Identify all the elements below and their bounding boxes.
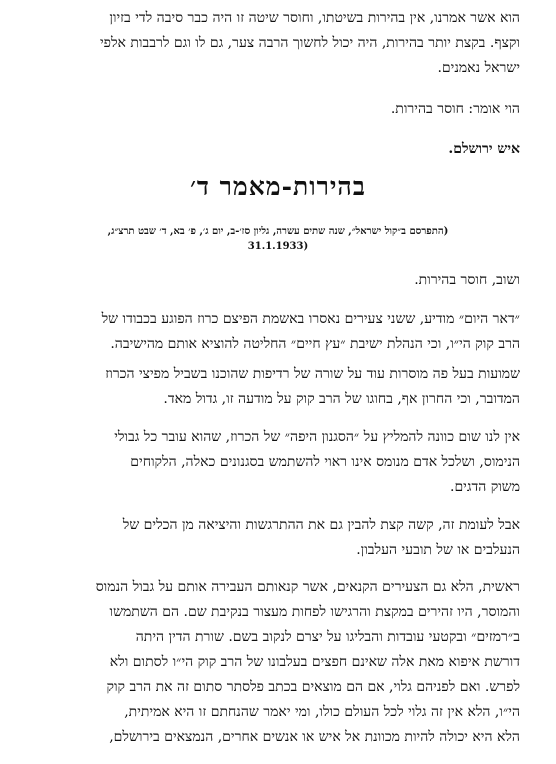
publication-note-line-2: (31.1.1933 bbox=[247, 241, 309, 252]
paragraph-6-line-6: הי״ו, הלא אין זה גלוי לכל העולם כולו, ומי יאמר שהנחתם זו היא אמיתית, bbox=[124, 704, 520, 720]
paragraph-5-line-2: הנעלבים או של תובעי העלבון. bbox=[356, 542, 520, 558]
paragraph-6-line-2: והמוסר, היו זהירים במקצת והרגישו לפחות מעצור בנקיבת שם. הם השתמשו bbox=[109, 604, 520, 620]
paragraph-6-line-1: ראשית, הלא גם הצעירים הקנאים, אשר קנאותם העבירה אותם על גבול הנמוס bbox=[95, 579, 520, 595]
hoy-omer-line: הוי אומר: חוסר בהירות. bbox=[390, 101, 520, 117]
paragraph-6-line-3: ב״רמזים״ ובקטעי עובדות והבליגו על יצרם לנקוב בשם. שורת הדין היתה bbox=[135, 629, 520, 645]
paragraph-3-line-1: שמועות בעל פה מוסרות עוד על שורה של רדיפות שהוכנו בשביל מפיצי הכרוז bbox=[105, 366, 520, 382]
paragraph-3-line-2: המדובר, וכי החרון אף, בחוגו של הרב קוק על מודעה זו, גדול מאד. bbox=[163, 391, 520, 407]
paragraph-6-line-4: דורשת איפוא מאת אלה שאינם חפצים בעלבונו של הרב קוק הי״ו לסתום ולא bbox=[109, 654, 520, 670]
paragraph-top-line-1: הוא אשר אמרנו, אין בהירות בשיטתו, וחוסר שיטה זו היה כבר סיבה לדי בזיון bbox=[109, 10, 520, 26]
paragraph-6-line-7: הלא היא יכולה להיות מכוונת אל איש או אנשים אחרים, הנמצאים בירושלם, bbox=[109, 729, 520, 745]
paragraph-top-line-2: וקצף. בקצת יותר בהירות, היה יכול לחשוך הרבה צער, גם לו וגם לרבבות אלפי bbox=[99, 35, 520, 51]
paragraph-2-line-2: הרב קוק הי״ו, וכי הנהלת ישיבת ״עץ חיים״ החליטה להוציא אותם מהישיבה. bbox=[110, 336, 520, 352]
paragraph-4-line-2: הנימוס, ושלכל אדם מנומס אינו ראוי להשתמש בסגנונים כאלה, הלקוחים bbox=[130, 454, 520, 470]
paragraph-1-line-1: ושוב, חוסר בהירות. bbox=[414, 272, 520, 288]
signature: איש ירושלם. bbox=[448, 141, 520, 157]
publication-note-line-1: (התפרסם ב״קול ישראל״, שנה שתים עשרה, גליון סז׳-ב, יום ג׳, פ׳ בא, ד׳ שבט תרצ״ג, bbox=[107, 226, 449, 237]
paragraph-2-line-1: ״דאר היום״ מודיע, ששני צעירים נאסרו באשמת הפיצם כרוז הפוגע בכבודו של bbox=[101, 311, 520, 327]
paragraph-4-line-1: אין לנו שום כוונה להמליץ על ״הסגנון היפה״ של הכרוז, שהוא עובר כל גבולי bbox=[114, 429, 520, 445]
article-title: בהירות-מאמר ד׳ bbox=[190, 172, 366, 201]
paragraph-6-line-5: לפרש. ואם לפניהם גלוי, אם הם מוצאים בכתב פלסתר סתום זה את הרב קוק bbox=[106, 679, 520, 695]
paragraph-5-line-1: אבל לעומת זה, קשה קצת להבין גם את ההתרגשות והיציאה מן הכלים של bbox=[122, 517, 520, 533]
paragraph-4-line-3: משוק הדגים. bbox=[450, 479, 520, 495]
paragraph-top-line-3: ישראל נאמנים. bbox=[437, 60, 520, 76]
